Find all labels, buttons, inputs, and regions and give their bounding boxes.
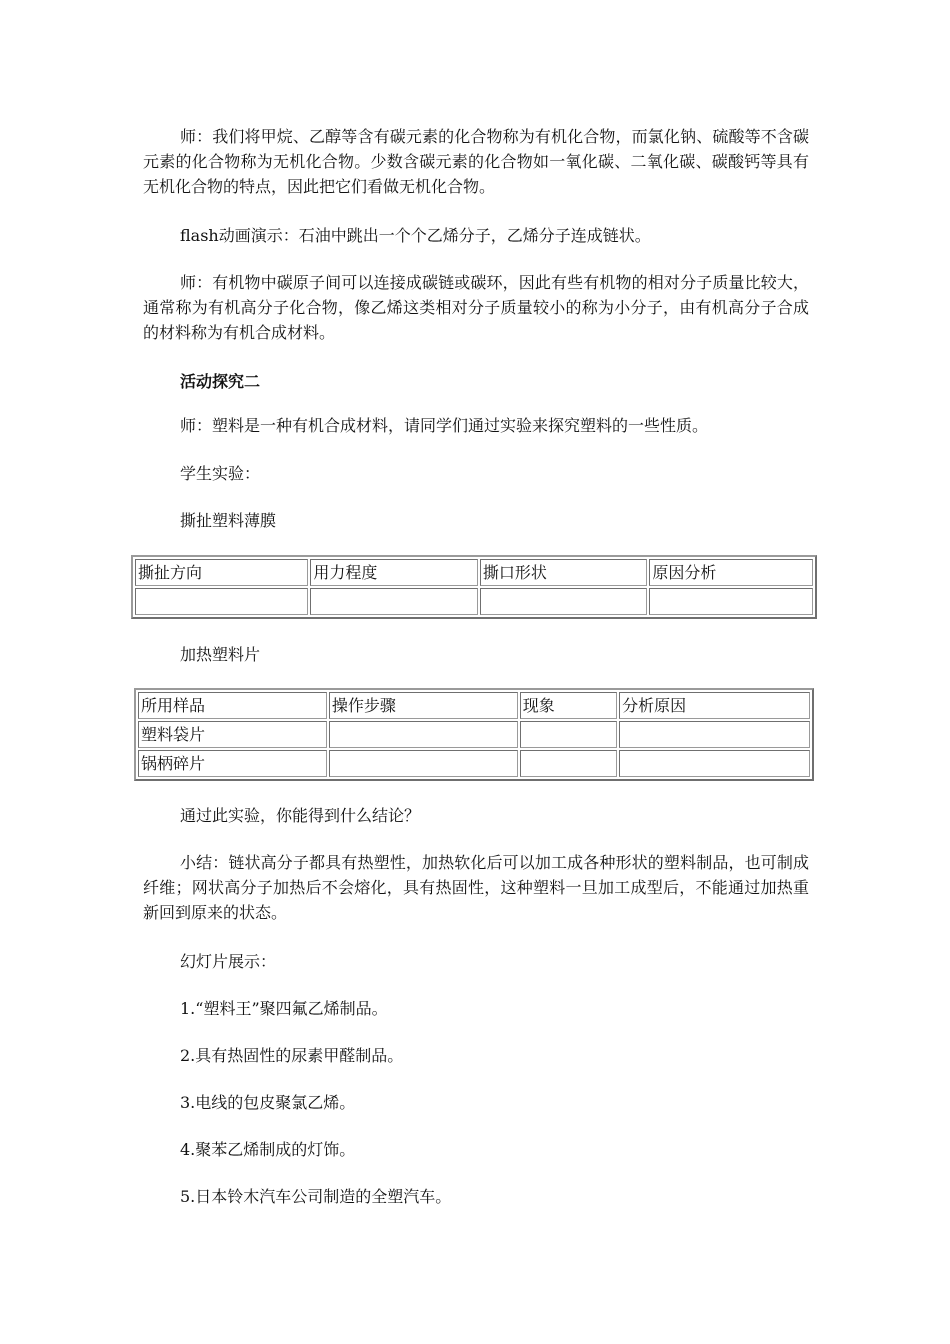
table-header-cell: 原因分析 [649,559,813,586]
list-item: 1.“塑料王”聚四氟乙烯制品。 [180,999,388,1018]
table-tear-film [131,555,817,619]
table-cell [329,721,518,748]
table-cell: 锅柄碎片 [138,750,327,777]
table-header-cell: 撕口形状 [480,559,648,586]
paragraph-slideshow: 幻灯片展示： [180,952,277,971]
paragraph-teacher-plastics: 师：塑料是一种有机合成材料，请同学们通过实验来探究塑料的一些性质。 [180,416,709,435]
table-cell [520,750,617,777]
table-row [138,721,810,748]
paragraph-teacher-polymers: 师：有机物中碳原子间可以连接成碳链或碳环，因此有些有机物的相对分子质量比较大，通常称为有机高分子化合物，像乙烯这类相对分子质量较小的称为小分子，由有机高分子合成的材料称为有机合成材料。 [143,273,809,342]
list-item: 3.电线的包皮聚氯乙烯。 [180,1093,356,1112]
table-header-row [135,559,813,586]
experiment-title-tear-film: 撕扯塑料薄膜 [180,511,277,530]
table-heat-plastic [134,688,814,781]
list-item: 2.具有热固性的尿素甲醛制品。 [180,1046,404,1065]
table-cell: 塑料袋片 [138,721,327,748]
table-header-cell: 分析原因 [619,692,810,719]
experiment-title-heat-plastic: 加热塑料片 [180,645,261,664]
paragraph-student-experiment: 学生实验： [180,464,261,483]
table-header-row [138,692,810,719]
table-cell [619,750,810,777]
table-row [135,588,813,615]
section-heading: 活动探究二 [180,372,261,391]
paragraph-question: 通过此实验，你能得到什么结论？ [180,806,421,825]
table-header-cell: 用力程度 [310,559,478,586]
list-item: 5.日本铃木汽车公司制造的全塑汽车。 [180,1187,452,1206]
table-header-cell: 撕扯方向 [135,559,308,586]
table-cell [480,588,648,615]
table-cell [619,721,810,748]
paragraph-summary: 小结：链状高分子都具有热塑性，加热软化后可以加工成各种形状的塑料制品，也可制成纤维；网状高分子加热后不会熔化，具有热固性，这种塑料一旦加工成型后，不能通过加热重新回到原来的状态。 [143,853,809,922]
table-cell [310,588,478,615]
table-cell [520,721,617,748]
table-header-cell: 操作步骤 [329,692,518,719]
table-cell [135,588,308,615]
table-header-cell: 所用样品 [138,692,327,719]
paragraph-flash-demo: flash动画演示：石油中跳出一个个乙烯分子，乙烯分子连成链状。 [180,226,651,245]
paragraph-teacher-organic-inorganic: 师：我们将甲烷、乙醇等含有碳元素的化合物称为有机化合物，而氯化钠、硫酸等不含碳元素的化合物称为无机化合物。少数含碳元素的化合物如一氧化碳、二氧化碳、碳酸钙等具有无机化合物的特点，因此把它们看做无机化合物。 [143,127,809,196]
table-header-cell: 现象 [520,692,617,719]
list-item: 4.聚苯乙烯制成的灯饰。 [180,1140,356,1159]
table-cell [649,588,813,615]
table-row [138,750,810,777]
table-cell [329,750,518,777]
